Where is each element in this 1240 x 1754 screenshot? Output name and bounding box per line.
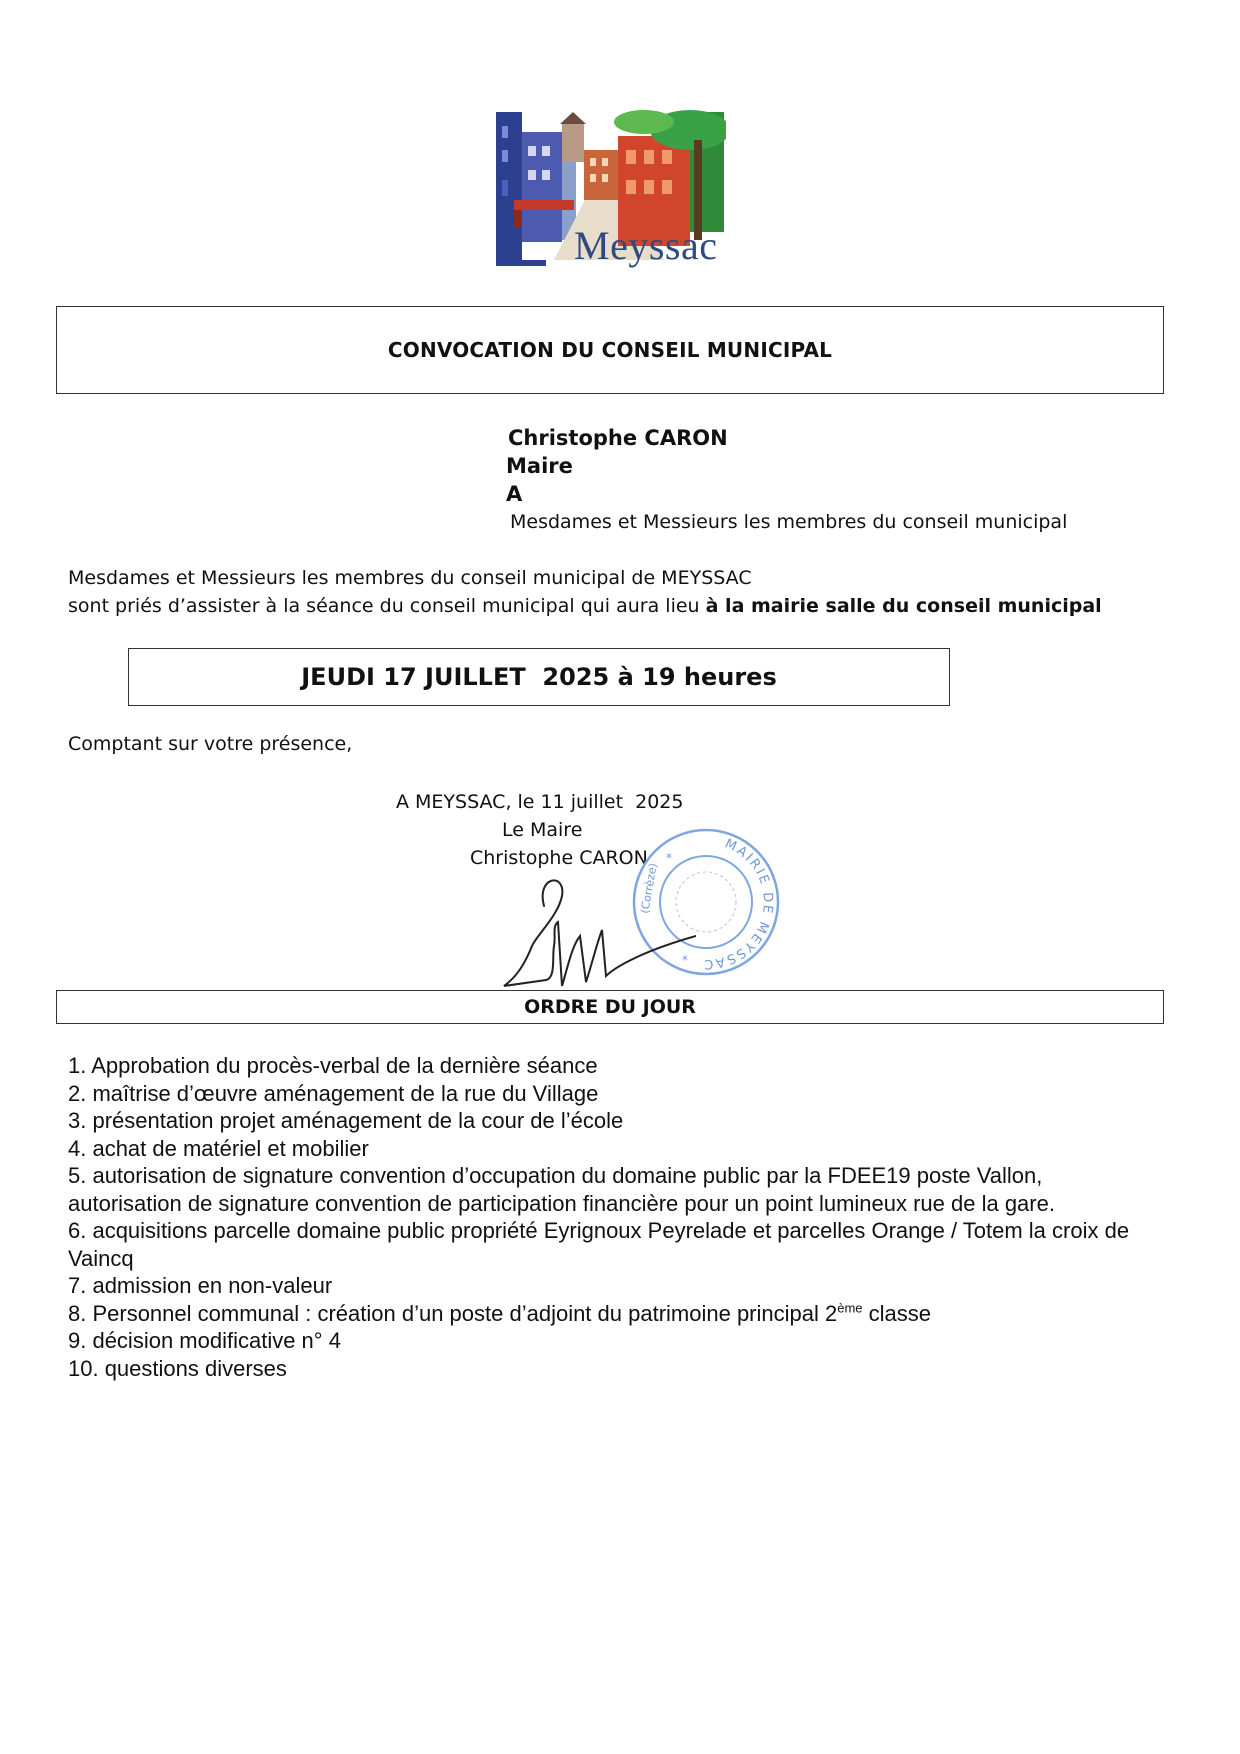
handwritten-signature (496, 866, 696, 996)
agenda-item: 2. maîtrise d’œuvre aménagement de la rue du Village (68, 1080, 599, 1106)
document-title: CONVOCATION DU CONSEIL MUNICIPAL (387, 338, 833, 362)
agenda-item-8-suffix: classe (862, 1300, 932, 1326)
svg-text:(Corrèze): (Corrèze) (638, 862, 660, 915)
intro-line-2-prefix: sont priés d’assister à la séance du conseil municipal qui aura lieu (68, 595, 706, 617)
agenda-item: 9. décision modificative n° 4 (68, 1328, 341, 1353)
agenda-title-box (56, 990, 1164, 1024)
intro-line-1: Mesdames et Messieurs les membres du conseil municipal de MEYSSAC (68, 567, 752, 589)
agenda-item-8-sup: ème (837, 1300, 863, 1316)
agenda-item-8-prefix: 8. Personnel communal : création d’un poste d’adjoint du patrimoine principal 2 (68, 1300, 838, 1326)
closing-line: Comptant sur votre présence, (68, 733, 353, 755)
meeting-date: JEUDI 17 JUILLET 2025 à 19 heures (301, 663, 777, 691)
place-date: A MEYSSAC, le 11 juillet 2025 (396, 791, 684, 813)
sender-to: A (506, 482, 523, 506)
sender-role: Maire (506, 454, 573, 478)
agenda-title: ORDRE DU JOUR (524, 996, 696, 1018)
meeting-date-box (128, 648, 950, 706)
agenda-item: 7. admission en non-valeur (68, 1273, 333, 1298)
agenda-item (68, 1300, 1158, 1328)
logo-wordmark: Meyssac (574, 223, 718, 268)
svg-text:MAIRIE DE MEYSSAC: MAIRIE DE MEYSSAC (702, 836, 776, 972)
title-box (56, 306, 1164, 394)
agenda-item: 6. acquisitions parcelle domaine public propriété Eyrignoux Peyrelade et parcelles Orange / Totem la croix de Vaincq (68, 1218, 1130, 1271)
agenda-item: 10. questions diverses (68, 1355, 287, 1381)
signatory-name: Christophe CARON (470, 847, 648, 869)
recipients: Mesdames et Messieurs les membres du conseil municipal (510, 511, 1068, 533)
meeting-location: à la mairie salle du conseil municipal (705, 595, 1102, 617)
agenda-list (68, 1052, 1158, 1382)
agenda-item: 4. achat de matériel et mobilier (68, 1135, 369, 1161)
sender-name: Christophe CARON (508, 426, 728, 450)
meyssac-logo (494, 110, 726, 278)
signatory-role: Le Maire (502, 819, 583, 841)
intro-line-2 (68, 592, 1102, 620)
svg-text:*: * (682, 953, 688, 967)
agenda-item: 1. Approbation du procès-verbal de la dernière séance (68, 1053, 598, 1078)
agenda-item: 3. présentation projet aménagement de la cour de l’école (68, 1108, 624, 1133)
svg-text:*: * (666, 851, 672, 865)
agenda-item: 5. autorisation de signature convention d’occupation du domaine public par la FDEE19 poste Vallon, autorisation de signature convention de participation financière pour un point lumineux rue de la gare. (68, 1163, 1055, 1216)
